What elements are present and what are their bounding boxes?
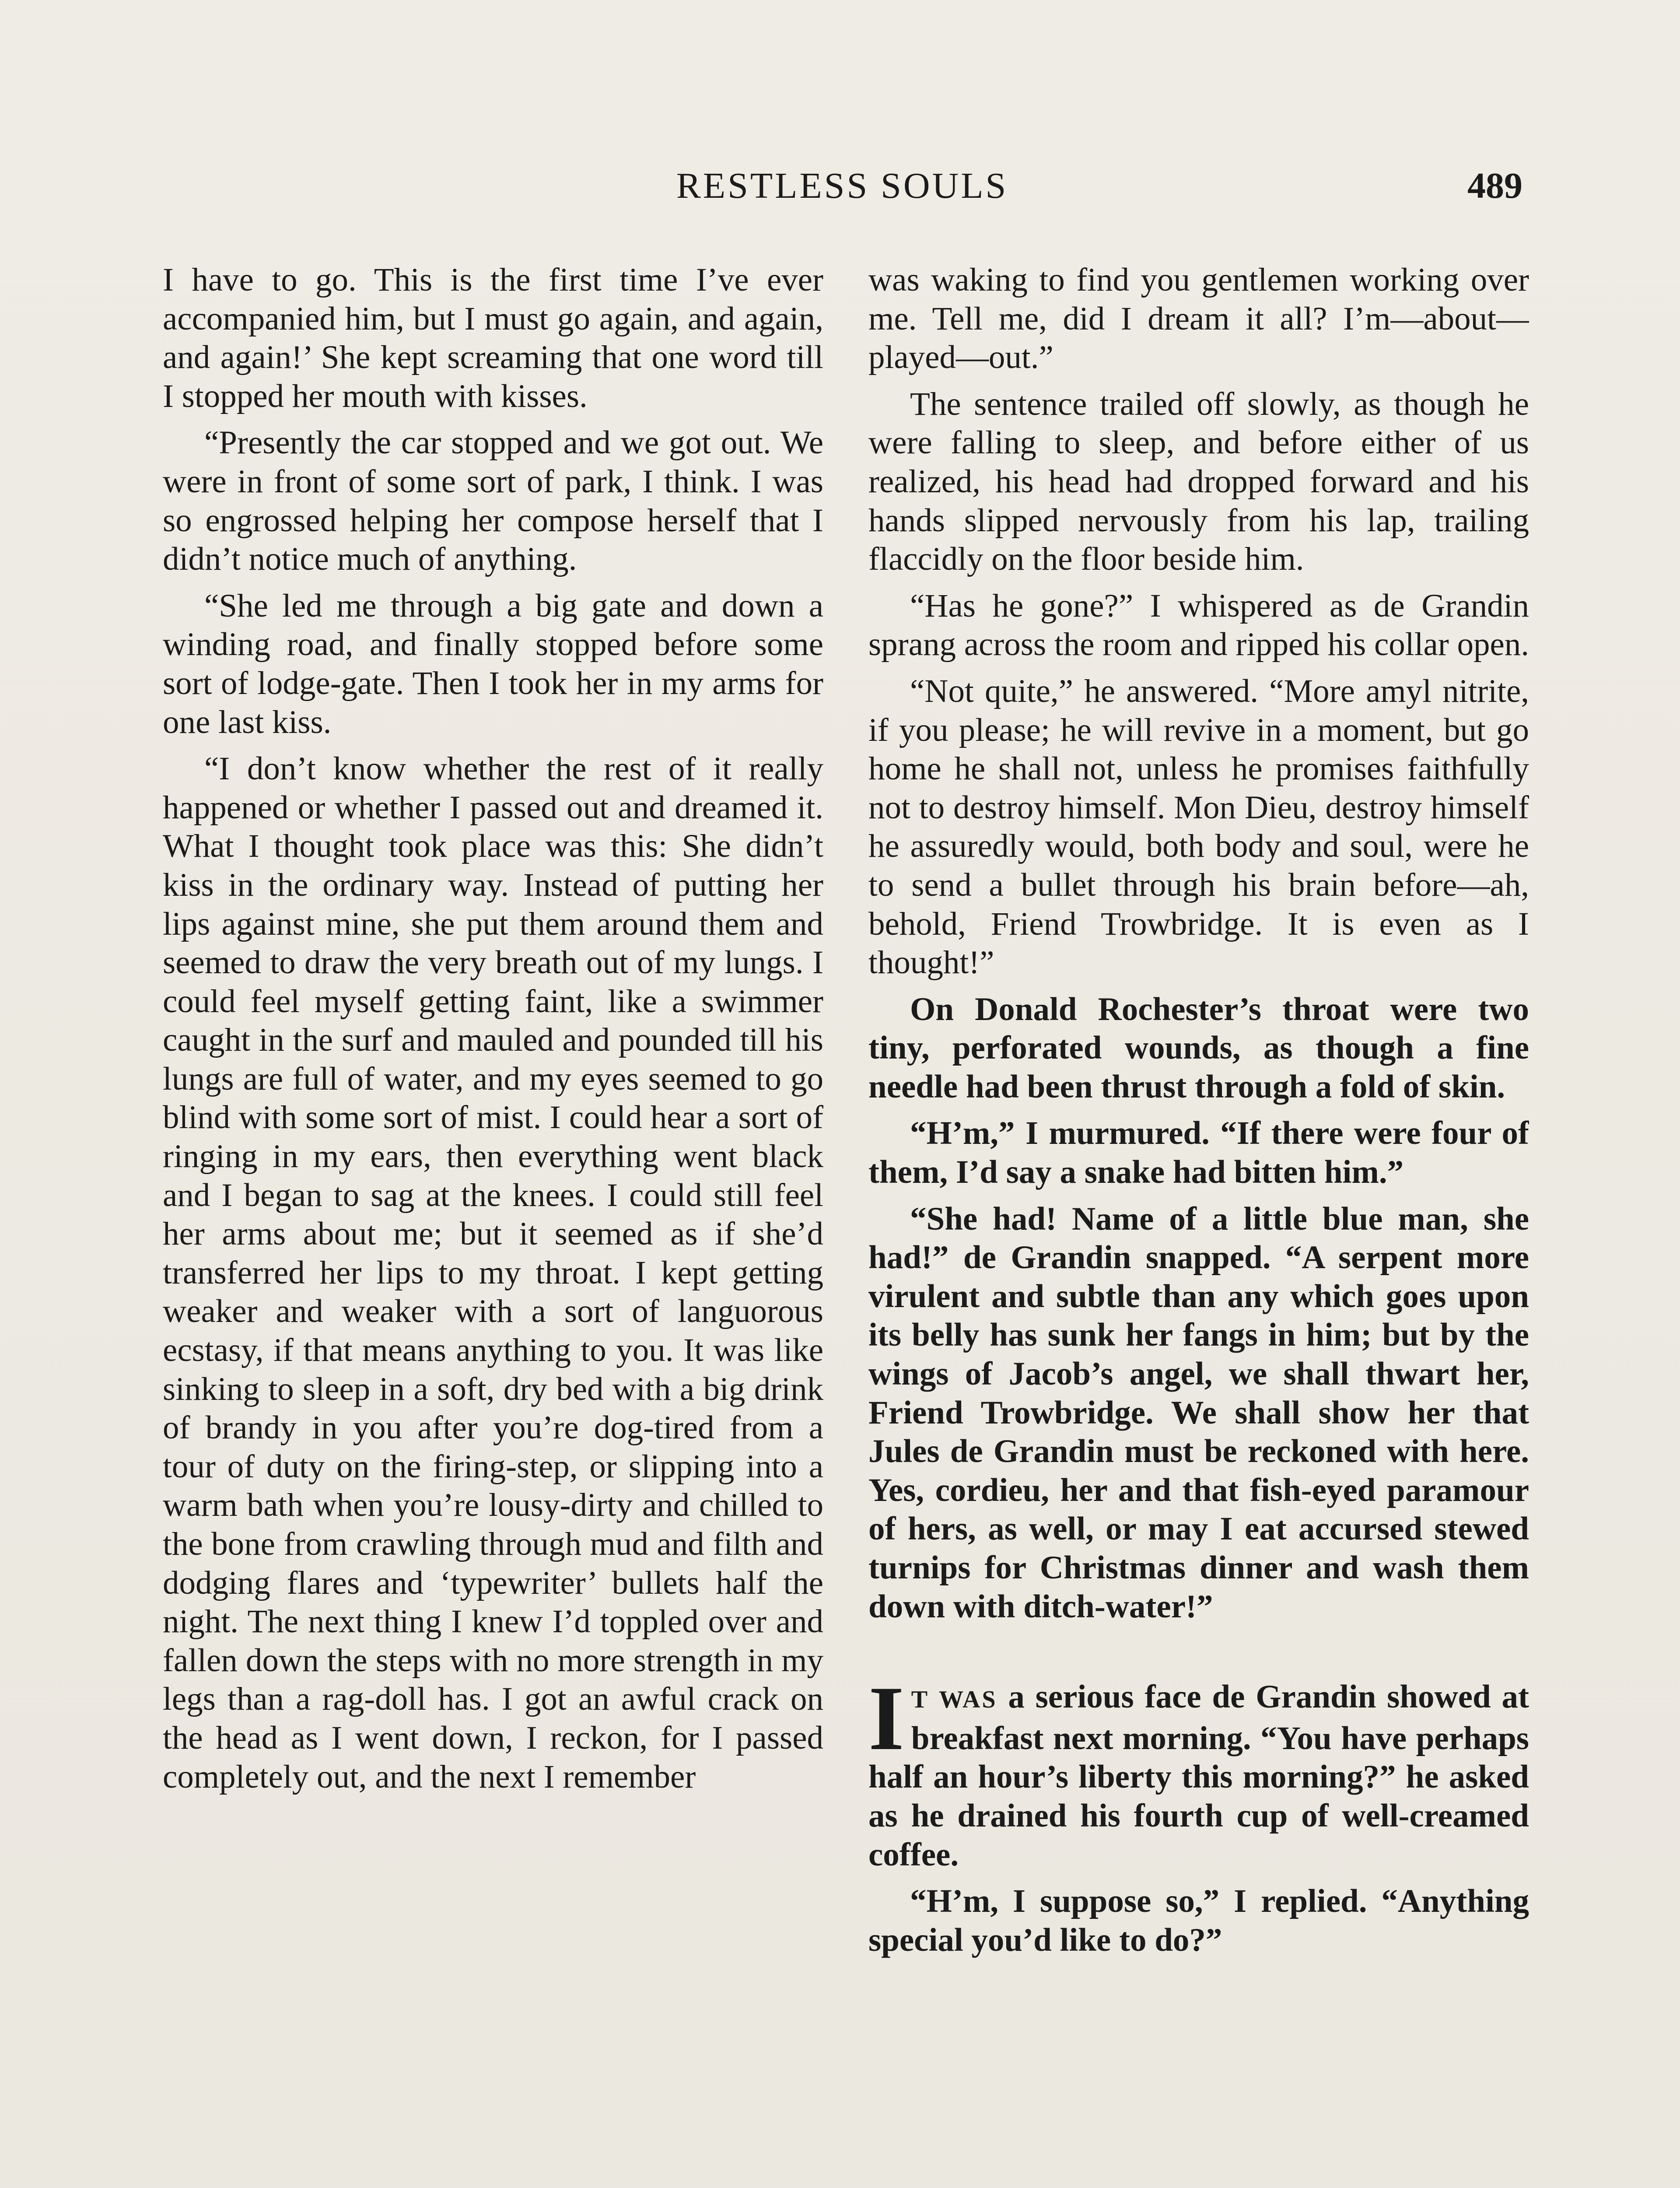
paragraph: The sentence trailed off slowly, as though he were falling to sleep, and before either of us realized, his head had dropped forward and his hands slipped nervously from his lap, trailing flaccidly on the floor beside him.	[868, 386, 1529, 578]
right-column	[868, 261, 1529, 2188]
paragraph: On Donald Rochester’s throat were two tiny, perforated wounds, as though a fine needle had been thrust through a fold of skin.	[868, 991, 1529, 1105]
section-opening-paragraph	[868, 1668, 1529, 1874]
paragraph: “Not quite,” he answered. “More amyl nitrite, if you please; he will revive in a moment, but go home he shall not, unless he promises faithfully not to destroy himself. Mon Dieu, destroy himself he assuredly would, both body and soul, were he to send a bullet through his brain before—ah, behold, Friend Trowbridge. It is even as I thought!”	[868, 673, 1529, 981]
running-title: RESTLESS SOULS	[676, 165, 1008, 206]
paragraph: I have to go. This is the first time I’ve ever accompanied him, but I must go again, and again, and again!’ She kept screaming that one word till I stopped her mouth with kisses.	[163, 262, 823, 414]
paragraph: “She had! Name of a little blue man, she had!” de Grandin snapped. “A serpent more virulent and subtle than any which goes upon its belly has sunk her fangs in him; but by the wings of Jacob’s angel, we shall thwart her, Friend Trowbridge. We shall show her that Jules de Grandin must be reckoned with here. Yes, cordieu, her and that fish-eyed paramour of hers, as well, or may I eat accursed stewed turnips for Christmas dinner and wash them down with ditch-water!”	[868, 1200, 1529, 1625]
paragraph: “Presently the car stopped and we got out. We were in front of some sort of park, I think. I was so engrossed helping her compose herself that I didn’t notice much of anything.	[163, 424, 823, 578]
paragraph: “H’m,” I murmured. “If there were four of them, I’d say a snake had bitten him.”	[868, 1115, 1529, 1191]
running-head	[162, 162, 1522, 210]
page-number: 489	[1467, 165, 1522, 206]
paragraph: “Has he gone?” I whispered as de Grandin sprang across the room and ripped his collar open.	[868, 587, 1529, 663]
paragraph: “I don’t know whether the rest of it really happened or whether I passed out and dreamed it. What I thought took place was this: She didn’t kiss in the ordinary way. Instead of putting her lips against mine, she put them around them and seemed to draw the very breath out of my lungs. I could feel myself getting faint, like a swimmer caught in the surf and mauled and pounded till his lungs are full of water, and my eyes seemed to go blind with some sort of mist. I could hear a sort of ringing in my ears, then everything went black and I began to sag at the knees. I could still feel her arms about me; but it seemed as if she’d transferred her lips to my throat. I kept getting weaker and weaker with a sort of languorous ecstasy, if that means anything to you. It was like sinking to sleep in a soft, dry bed with a big drink of brandy in you after you’re dog-tired from a tour of duty on the firing-step, or slipping into a warm bath when you’re lousy-dirty and chilled to the bone from crawling through mud and filth and dodging flares and ‘typewriter’ bullets half the night. The next thing I knew I’d toppled over and fallen down the steps with no more strength in my legs than a rag-doll has. I got an awful crack on the head as I went down, I reckon, for I passed completely out, and the next I remember	[163, 750, 823, 1795]
paragraph: “H’m, I suppose so,” I replied. “Anything special you’d like to do?”	[868, 1883, 1529, 1958]
paragraph: was waking to find you gentlemen working over me. Tell me, did I dream it all? I’m—about—played—out.”	[868, 262, 1529, 376]
left-column	[163, 261, 823, 2188]
section-opening-text: a serious face de Grandin showed at breakfast next morning. “You have perhaps half an hour’s liberty this morning?” he asked as he drained his fourth cup of well-creamed coffee.	[868, 1679, 1529, 1873]
paragraph: “She led me through a big gate and down a winding road, and finally stopped before some sort of lodge-gate. Then I took her in my arms for one last kiss.	[163, 587, 823, 740]
section-break	[868, 1634, 1529, 1678]
small-caps-lead: T WAS	[911, 1686, 998, 1714]
drop-cap: I	[868, 1668, 904, 1770]
